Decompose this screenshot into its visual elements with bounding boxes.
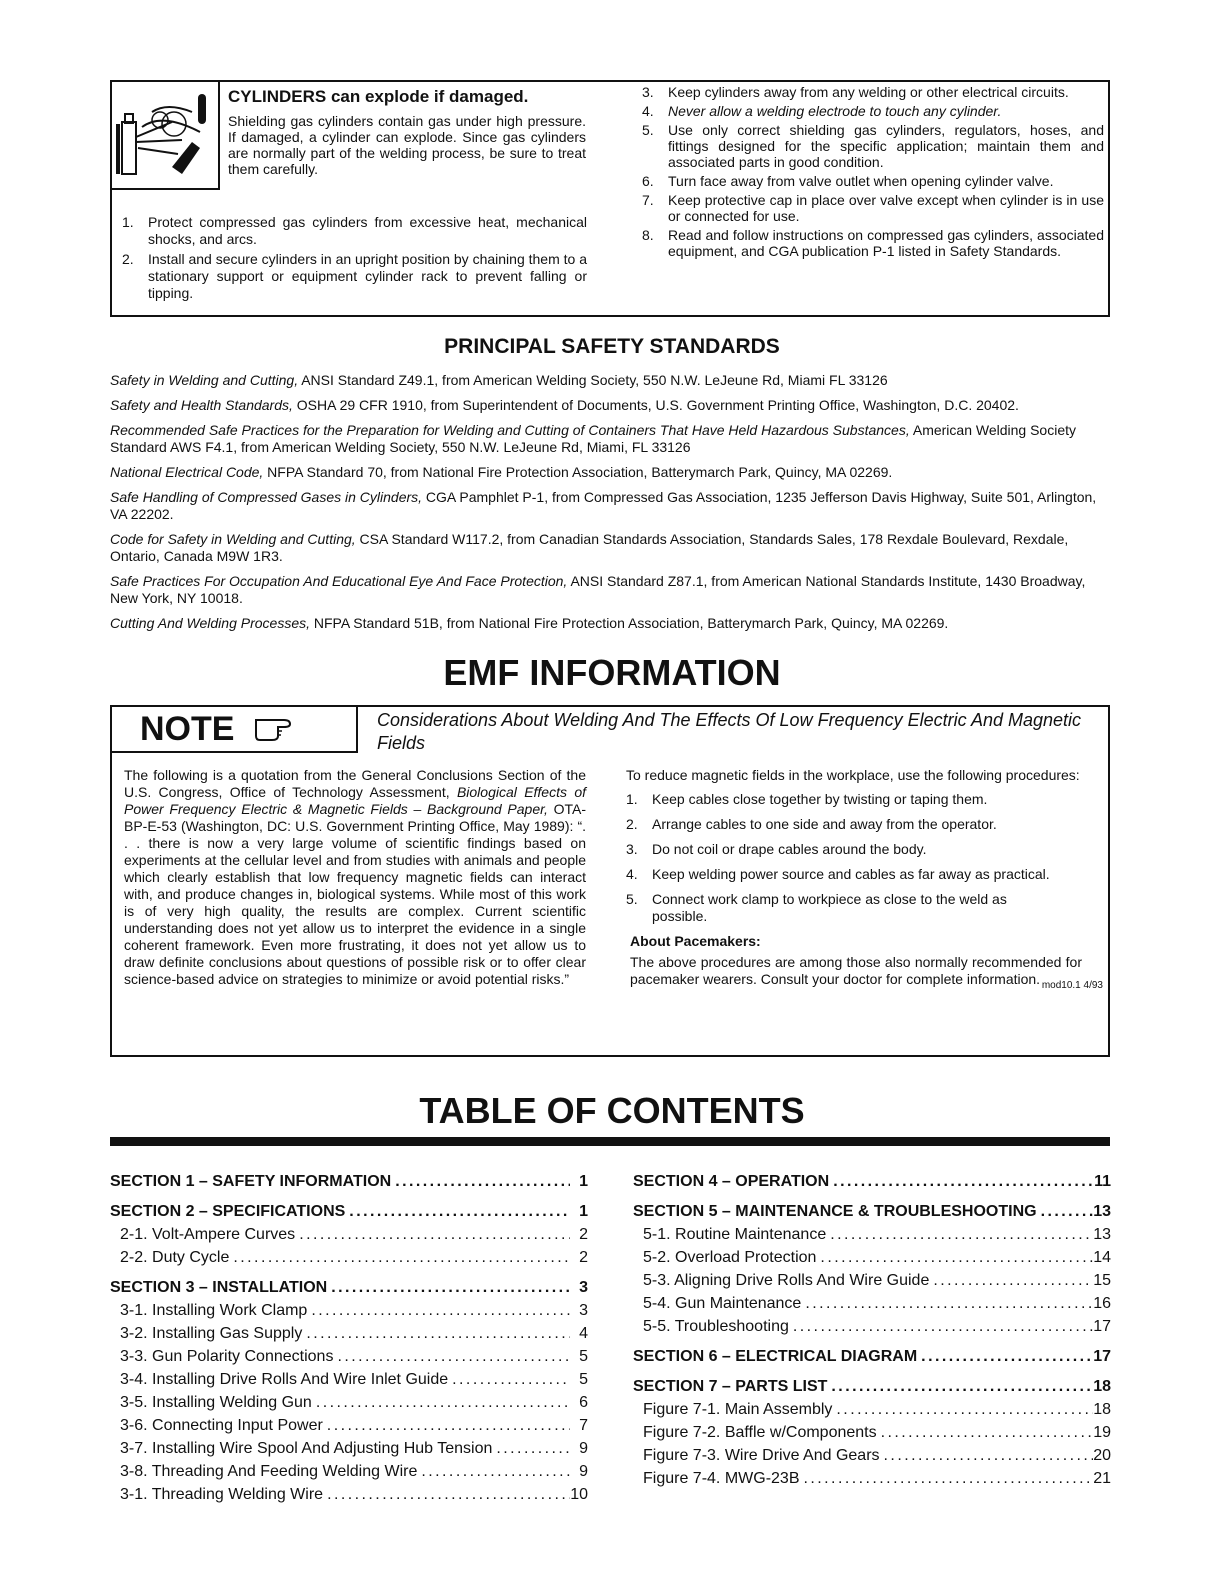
toc-leader-dots [917,1345,1093,1368]
item-number: 1. [626,791,638,807]
item-text: Keep welding power source and cables as far away as practical. [652,866,1050,882]
quote-text: OTA-BP-E-53 (Washington, DC: U.S. Government Printing Office, May 1989): “. . . there is now a very large volume of scientific findings based on experiments at the cellular level and from studies with animals and people which clearly establish that low frequency magnetic fields can interact with, and produce changes in, biological systems. While most of this work is of very high quality, the results are complex. Current scientific understanding does not yet allow us to interpret the evidence in a single coherent framework. Even more frustrating, it does not yet allow us to draw definite conclusions about questions of possible risk or to offer clear science-based advice on strategies to minimize or avoid potential risks.” [124,801,587,987]
toc-subsection-link[interactable] [633,1246,1111,1269]
item-number: 4. [626,866,638,882]
toc-leader-dots [1037,1200,1093,1223]
toc-leader-dots [345,1200,570,1223]
toc-leader-dots [302,1322,570,1345]
toc-subsection-link[interactable] [633,1315,1111,1338]
toc-label: 5-4. Gun Maintenance [643,1295,802,1312]
toc-leader-dots [448,1368,570,1391]
item-text: Connect work clamp to workpiece as close to the weld as possible. [652,891,1007,924]
toc-subsection-link[interactable] [110,1322,588,1345]
list-item [122,214,587,248]
toc-label: 3-3. Gun Polarity Connections [120,1348,334,1365]
item-number: 2. [626,816,638,832]
toc-label: SECTION 2 – SPECIFICATIONS [110,1203,346,1220]
list-item [626,791,1103,808]
standard-details: OSHA 29 CFR 1910, from Superintendent of Documents, U.S. Government Printing Office, Washington, D.C. 20402. [292,397,1019,413]
standard-entry [110,573,1112,607]
standard-entry [110,372,1112,389]
note-title: Considerations About Welding And The Effects Of Low Frequency Electric And Magnetic Fields [377,710,1082,753]
toc-label: Figure 7-3. Wire Drive And Gears [643,1447,880,1464]
toc-subsection-link[interactable] [633,1292,1111,1315]
toc-label: SECTION 1 – SAFETY INFORMATION [110,1173,392,1190]
item-text: Read and follow instructions on compressed gas cylinders, associated equipment, and CGA publication P-1 listed in Safety Standards. [668,227,1104,259]
item-text: Keep protective cap in place over valve except when cylinder is in use or connected for use. [668,192,1104,224]
item-text: Turn face away from valve outlet when opening cylinder valve. [668,173,1054,189]
toc-left-column [110,1170,588,1506]
toc-subsection-link[interactable] [633,1223,1111,1246]
toc-label: 3-5. Installing Welding Gun [120,1394,312,1411]
standard-title: Safe Handling of Compressed Gases in Cylinders, [110,489,423,505]
toc-label: 3-1. Installing Work Clamp [120,1302,308,1319]
toc-page-number: 14 [1093,1249,1111,1266]
standard-details: CGA Pamphlet P-1, from Compressed Gas Association, 1235 Jefferson Davis Highway, Suite 501, Arlington, VA 22202. [110,489,1097,522]
toc-page-number: 20 [1093,1447,1111,1464]
warning-text: Shielding gas cylinders contain gas under high pressure. If damaged, a cylinder can explode. Since gas cylinders are normally part of the welding process, be sure to treat them carefully. [228,113,586,177]
toc-page-number: 13 [1093,1203,1111,1220]
toc-heading: TABLE OF CONTENTS [419,1090,805,1131]
toc-section-link[interactable] [110,1170,588,1193]
standard-title: Safety in Welding and Cutting, [110,372,299,388]
toc-subsection-link[interactable] [110,1345,588,1368]
standard-title: Recommended Safe Practices for the Preparation for Welding and Cutting of Containers That Have Held Hazardous Substances, [110,422,910,438]
toc-page-number: 17 [1093,1318,1111,1335]
standard-details: ANSI Standard Z49.1, from American Welding Society, 550 N.W. LeJeune Rd, Miami FL 33126 [298,372,888,388]
standards-list [110,372,1112,640]
standard-title: Code for Safety in Welding and Cutting, [110,531,356,547]
toc-leader-dots [312,1391,570,1414]
note-label [110,705,358,753]
pacemaker-heading: About Pacemakers: [630,933,761,949]
toc-leader-dots [229,1246,570,1269]
toc-leader-dots [832,1398,1093,1421]
list-item [642,84,1104,100]
toc-label: 3-1. Threading Welding Wire [120,1486,324,1503]
item-number: 1. [122,214,134,230]
toc-subsection-link[interactable] [110,1483,588,1506]
toc-leader-dots [877,1421,1093,1444]
item-number: 7. [642,192,654,208]
toc-leader-dots [826,1223,1093,1246]
toc-page-number: 9 [579,1440,588,1457]
standard-entry [110,489,1112,523]
toc-section-link[interactable] [633,1170,1111,1193]
toc-subsection-link[interactable] [633,1421,1111,1444]
item-text: Install and secure cylinders in an upright position by chaining them to a stationary support or equipment cylinder rack to prevent falling or tipping. [148,251,587,301]
standard-title: National Electrical Code, [110,464,264,480]
toc-page-number: 3 [579,1302,588,1319]
list-item [642,173,1104,189]
item-text: Arrange cables to one side and away from the operator. [652,816,997,832]
item-text: Keep cables close together by twisting or taping them. [652,791,988,807]
standard-entry [110,422,1112,456]
toc-leader-dots [929,1269,1093,1292]
toc-page-number: 18 [1093,1378,1111,1395]
standard-details: NFPA Standard 51B, from National Fire Protection Association, Batterymarch Park, Quincy, MA 02269. [310,615,949,631]
toc-label: Figure 7-4. MWG-23B [643,1470,800,1487]
toc-leader-dots [417,1460,570,1483]
quote-source-title: Biological Effects of Power Frequency Electric & Magnetic Fields – Background Paper, [124,784,586,817]
toc-page-number: 13 [1093,1226,1111,1243]
toc-label: 3-4. Installing Drive Rolls And Wire Inlet Guide [120,1371,449,1388]
standard-details: NFPA Standard 70, from National Fire Protection Association, Batterymarch Park, Quincy, MA 02269. [263,464,893,480]
item-number: 5. [626,891,638,907]
toc-page-number: 5 [579,1348,588,1365]
list-item [626,866,1103,883]
toc-subsection-link[interactable] [110,1460,588,1483]
toc-section-link[interactable] [110,1276,588,1299]
toc-label: Figure 7-2. Baffle w/Components [643,1424,877,1441]
pacemaker-text: The above procedures are among those also normally recommended for pacemaker wearers. Consult your doctor for complete information. [630,954,1082,987]
toc-subsection-link[interactable] [633,1444,1111,1467]
toc-leader-dots [295,1223,570,1246]
item-text: Protect compressed gas cylinders from excessive heat, mechanical shocks, and arcs. [148,214,587,247]
warning-list-right [642,84,1104,262]
procedures-list [626,791,1103,925]
standard-details: CSA Standard W117.2, from Canadian Standards Association, Standards Sales, 178 Rexdale Boulevard, Rexdale, Ontario, Canada M9W 1R3. [110,531,1069,564]
toc-subsection-link[interactable] [633,1398,1111,1421]
toc-section-link[interactable] [110,1200,588,1223]
standard-details: ANSI Standard Z87.1, from American National Standards Institute, 1430 Broadway, New York, NY 10018. [110,573,1086,606]
item-number: 2. [122,251,134,267]
item-number: 4. [642,103,654,119]
toc-label: Figure 7-1. Main Assembly [643,1401,833,1418]
warning-list-left [122,214,587,305]
toc-label: 3-7. Installing Wire Spool And Adjusting Hub Tension [120,1440,493,1457]
toc-subsection-link[interactable] [110,1437,588,1460]
toc-page-number: 21 [1093,1470,1111,1487]
list-item [626,841,1103,858]
toc-label: SECTION 4 – OPERATION [633,1173,830,1190]
emf-procedures [626,767,1103,991]
item-number: 3. [626,841,638,857]
toc-page-number: 7 [579,1417,588,1434]
document-code: mod10.1 4/93 [1041,980,1103,991]
toc-label: SECTION 5 – MAINTENANCE & TROUBLESHOOTING [633,1203,1037,1220]
toc-subsection-link[interactable] [110,1414,588,1437]
toc-subsection-link[interactable] [110,1223,588,1246]
list-item [642,192,1104,224]
emf-note-box [110,705,1110,1057]
toc-page-number: 18 [1093,1401,1111,1418]
standard-entry [110,397,1112,414]
toc-leader-dots [829,1170,1093,1193]
toc-subsection-link[interactable] [110,1299,588,1322]
standard-details: American Welding Society Standard AWS F4.1, from American Welding Society, 550 N.W. LeJeune Rd, Miami, FL 33126 [110,422,1076,455]
toc-subsection-link[interactable] [110,1246,588,1269]
item-text: Never allow a welding electrode to touch any cylinder. [668,103,1002,119]
quote-text: The following is a quotation from the General Conclusions Section of the U.S. Congress, Office of Technology Assessment, [124,767,586,800]
item-text: Use only correct shielding gas cylinders, regulators, hoses, and fittings designed for the specific application; maintain them and associated parts in good condition. [668,122,1104,170]
note-label-text: NOTE [140,710,235,748]
emf-heading: EMF INFORMATION [443,652,781,693]
toc-label: SECTION 6 – ELECTRICAL DIAGRAM [633,1348,918,1365]
toc-section-link[interactable] [633,1345,1111,1368]
procedures-intro: To reduce magnetic fields in the workplace, use the following procedures: [626,767,1080,783]
toc-page-number: 3 [579,1279,588,1296]
warning-title: CYLINDERS can explode if damaged. [228,87,529,106]
cylinder-warning-box [110,80,1110,317]
toc-leader-dots [323,1483,570,1506]
standard-entry [110,531,1112,565]
toc-section-link[interactable] [633,1375,1111,1398]
list-item [122,251,587,302]
standards-heading: PRINCIPAL SAFETY STANDARDS [444,335,780,358]
toc-leader-dots [492,1437,570,1460]
toc-page-number: 15 [1093,1272,1111,1289]
toc-subsection-link[interactable] [633,1467,1111,1490]
toc-page-number: 9 [579,1463,588,1480]
standard-title: Safe Practices For Occupation And Educational Eye And Face Protection, [110,573,568,589]
toc-page-number: 19 [1093,1424,1111,1441]
toc-leader-dots [827,1375,1093,1398]
toc-subsection-link[interactable] [110,1368,588,1391]
toc-leader-dots [801,1292,1093,1315]
toc-leader-dots [333,1345,570,1368]
item-number: 8. [642,227,654,243]
toc-page-number: 16 [1093,1295,1111,1312]
standard-title: Safety and Health Standards, [110,397,293,413]
list-item [642,227,1104,259]
toc-right-column [633,1170,1111,1490]
standard-entry [110,615,1112,632]
toc-leader-dots [391,1170,570,1193]
emf-quotation [124,767,586,988]
cylinder-explosion-icon [110,80,220,190]
pointing-hand-icon [254,716,294,742]
toc-label: 3-2. Installing Gas Supply [120,1325,303,1342]
item-text: Do not coil or drape cables around the body. [652,841,927,857]
toc-page-number: 6 [579,1394,588,1411]
toc-leader-dots [307,1299,570,1322]
toc-subsection-link[interactable] [110,1391,588,1414]
toc-page-number: 10 [570,1486,588,1503]
toc-section-link[interactable] [633,1200,1111,1223]
list-item [642,122,1104,170]
toc-subsection-link[interactable] [633,1269,1111,1292]
toc-label: 5-3. Aligning Drive Rolls And Wire Guide [643,1272,930,1289]
toc-page-number: 1 [579,1203,588,1220]
toc-divider [110,1137,1110,1146]
toc-leader-dots [789,1315,1093,1338]
toc-page-number: 11 [1094,1173,1111,1190]
toc-page-number: 17 [1093,1348,1111,1365]
toc-page-number: 2 [579,1249,588,1266]
toc-label: SECTION 3 – INSTALLATION [110,1279,328,1296]
item-number: 6. [642,173,654,189]
toc-leader-dots [880,1444,1093,1467]
list-item [626,816,1103,833]
item-text: Keep cylinders away from any welding or other electrical circuits. [668,84,1069,100]
list-item [626,891,1103,925]
toc-label: 2-2. Duty Cycle [120,1249,230,1266]
standard-entry [110,464,1112,481]
toc-label: 5-2. Overload Protection [643,1249,817,1266]
toc-leader-dots [323,1414,570,1437]
toc-page-number: 4 [579,1325,588,1342]
item-number: 5. [642,122,654,138]
toc-page-number: 2 [579,1226,588,1243]
toc-label: SECTION 7 – PARTS LIST [633,1378,828,1395]
toc-leader-dots [799,1467,1093,1490]
toc-label: 3-6. Connecting Input Power [120,1417,323,1434]
toc-page-number: 1 [579,1173,588,1190]
toc-leader-dots [327,1276,570,1299]
list-item [642,103,1104,119]
toc-label: 5-5. Troubleshooting [643,1318,789,1335]
toc-leader-dots [816,1246,1093,1269]
toc-label: 5-1. Routine Maintenance [643,1226,827,1243]
standard-title: Cutting And Welding Processes, [110,615,310,631]
toc-label: 3-8. Threading And Feeding Welding Wire [120,1463,418,1480]
item-number: 3. [642,84,654,100]
toc-label: 2-1. Volt-Ampere Curves [120,1226,296,1243]
toc-page-number: 5 [579,1371,588,1388]
